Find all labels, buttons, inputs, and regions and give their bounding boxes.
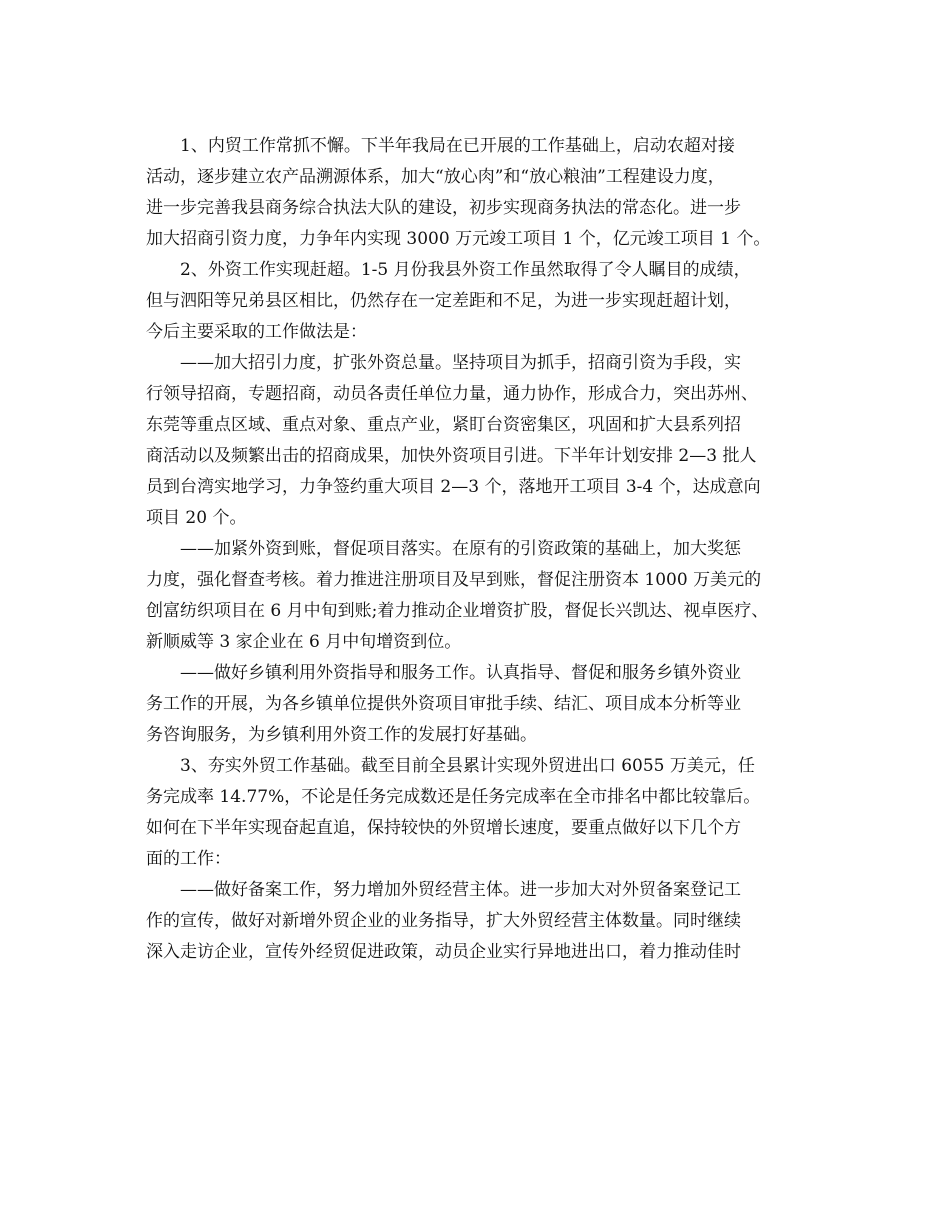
text-line: 深入走访企业，宣传外经贸促进政策，动员企业实行异地进出口，着力推动佳时 [146, 942, 741, 962]
document-body [146, 131, 812, 968]
text-line: 活动，逐步建立农产品溯源体系，加大“放心肉”和“放心粮油”工程建设力度， [146, 167, 725, 187]
text-line: ——加大招引力度，扩张外资总量。坚持项目为抓手，招商引资为手段，实 [180, 353, 741, 373]
text-line: 务咨询服务，为乡镇利用外资工作的发展打好基础。 [146, 725, 537, 745]
text-line: 加大招商引资力度，力争年内实现 3000 万元竣工项目 1 个，亿元竣工项目 1 个。 [146, 229, 771, 249]
text-line: ——加紧外资到账，督促项目落实。在原有的引资政策的基础上，加大奖惩 [180, 539, 741, 559]
paragraph-domestic-trade [146, 131, 812, 255]
paragraph-foreign-investment [146, 255, 812, 348]
text-line: 务工作的开展，为各乡镇单位提供外资项目审批手续、结汇、项目成本分析等业 [146, 694, 741, 714]
text-line: 今后主要采取的工作做法是： [146, 322, 367, 342]
text-line: ——做好乡镇利用外资指导和服务工作。认真指导、督促和服务乡镇外资业 [180, 663, 741, 683]
text-line: 东莞等重点区域、重点对象、重点产业，紧盯台资密集区，巩固和扩大县系列招 [146, 415, 741, 435]
text-line: 3、夯实外贸工作基础。截至目前全县累计实现外贸进出口 6055 万美元，任 [180, 756, 755, 776]
paragraph-filing-work [146, 875, 812, 968]
text-line: 力度，强化督查考核。着力推进注册项目及早到账，督促注册资本 1000 万美元的 [146, 570, 762, 590]
text-line: 创富纺织项目在 6 月中旬到账;着力推动企业增资扩股，督促长兴凯达、视卓医疗、 [146, 601, 769, 621]
text-line: 员到台湾实地学习，力争签约重大项目 2—3 个，落地开工项目 3-4 个，达成意向 [146, 477, 761, 497]
paragraph-foreign-trade [146, 751, 812, 875]
paragraph-funds-arrival [146, 534, 812, 658]
text-line: 务完成率 14.77%，不论是任务完成数还是任务完成率在全市排名中都比较靠后。 [146, 787, 761, 807]
text-line: 2、外资工作实现赶超。1-5 月份我县外资工作虽然取得了令人瞩目的成绩， [180, 260, 751, 280]
paragraph-township-service [146, 658, 812, 751]
paragraph-attract-investment [146, 348, 812, 534]
text-line: 如何在下半年实现奋起直追，保持较快的外贸增长速度，要重点做好以下几个方 [146, 818, 741, 838]
text-line: 行领导招商，专题招商，动员各责任单位力量，通力协作，形成合力，突出苏州、 [146, 384, 758, 404]
text-line: 面的工作： [146, 849, 231, 869]
text-line: 商活动以及频繁出击的招商成果，加快外资项目引进。下半年计划安排 2—3 批人 [146, 446, 757, 466]
text-line: 1、内贸工作常抓不懈。下半年我局在已开展的工作基础上，启动农超对接 [180, 136, 735, 156]
text-line: 新顺威等 3 家企业在 6 月中旬增资到位。 [146, 632, 462, 652]
text-line: 作的宣传，做好对新增外贸企业的业务指导，扩大外贸经营主体数量。同时继续 [146, 911, 741, 931]
text-line: 但与泗阳等兄弟县区相比，仍然存在一定差距和不足，为进一步实现赶超计划， [146, 291, 741, 311]
text-line: 进一步完善我县商务综合执法大队的建设，初步实现商务执法的常态化。进一步 [146, 198, 741, 218]
text-line: ——做好备案工作，努力增加外贸经营主体。进一步加大对外贸备案登记工 [180, 880, 741, 900]
text-line: 项目 20 个。 [146, 508, 247, 528]
